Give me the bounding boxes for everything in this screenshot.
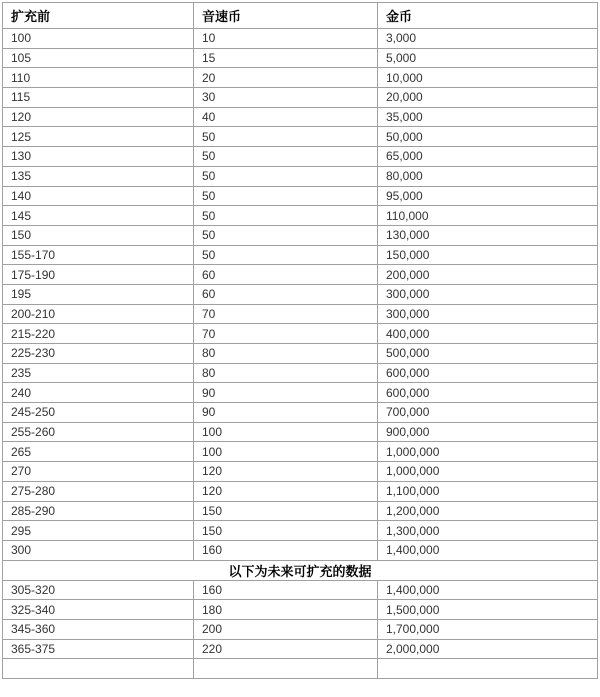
table-cell: [3, 659, 194, 679]
table-cell: 80: [194, 363, 378, 383]
table-cell: 200,000: [378, 265, 598, 285]
table-row: [3, 284, 598, 304]
table-row: [3, 107, 598, 127]
table-cell: 135: [3, 166, 194, 186]
table-cell: 600,000: [378, 363, 598, 383]
table-row: [3, 540, 598, 560]
header-sonic-coins: 音速币: [194, 3, 378, 29]
table-cell: 105: [3, 48, 194, 68]
table-cell: 2,000,000: [378, 639, 598, 659]
table-body: [3, 29, 598, 679]
table-cell: 255-260: [3, 422, 194, 442]
table-cell: 100: [194, 422, 378, 442]
table-cell: 50: [194, 206, 378, 226]
table-row: [3, 245, 598, 265]
table-cell: 300: [3, 540, 194, 560]
table-cell: 270: [3, 462, 194, 482]
table-cell: 100: [194, 442, 378, 462]
table-cell: 900,000: [378, 422, 598, 442]
table-row: [3, 521, 598, 541]
header-before-expansion: 扩充前: [3, 3, 194, 29]
table-row: [3, 48, 598, 68]
table-cell: 1,100,000: [378, 481, 598, 501]
table-cell: 145: [3, 206, 194, 226]
table-cell: 220: [194, 639, 378, 659]
table-cell: 305-320: [3, 580, 194, 600]
table-cell: 70: [194, 324, 378, 344]
table-row: [3, 304, 598, 324]
table-cell: 130: [3, 147, 194, 167]
table-cell: 3,000: [378, 29, 598, 49]
table-header: [3, 3, 598, 29]
table-cell: 235: [3, 363, 194, 383]
table-cell: 20,000: [378, 88, 598, 108]
table-row: [3, 442, 598, 462]
table-cell: 80: [194, 344, 378, 364]
section-divider-row: [3, 560, 598, 580]
table-cell: 325-340: [3, 600, 194, 620]
table-cell: 200-210: [3, 304, 194, 324]
table-row: [3, 422, 598, 442]
table-row: [3, 501, 598, 521]
table-cell: 15: [194, 48, 378, 68]
table-cell: 110: [3, 68, 194, 88]
table-row: [3, 265, 598, 285]
table-row: [3, 88, 598, 108]
table-row: [3, 206, 598, 226]
table-cell: 50: [194, 186, 378, 206]
table-cell: 300,000: [378, 284, 598, 304]
table-row: [3, 619, 598, 639]
table-cell: 295: [3, 521, 194, 541]
table-cell: 50,000: [378, 127, 598, 147]
table-row: [3, 639, 598, 659]
table-cell: 5,000: [378, 48, 598, 68]
table-row: [3, 324, 598, 344]
table-cell: [378, 659, 598, 679]
table-row: [3, 481, 598, 501]
table-cell: 50: [194, 225, 378, 245]
table-row: [3, 147, 598, 167]
table-cell: [194, 659, 378, 679]
table-cell: 115: [3, 88, 194, 108]
table-cell: 120: [3, 107, 194, 127]
table-cell: 155-170: [3, 245, 194, 265]
table-row: [3, 363, 598, 383]
table-cell: 215-220: [3, 324, 194, 344]
table-cell: 225-230: [3, 344, 194, 364]
table-cell: 50: [194, 147, 378, 167]
table-cell: 365-375: [3, 639, 194, 659]
table-row: [3, 462, 598, 482]
table-cell: 50: [194, 127, 378, 147]
table-row: [3, 580, 598, 600]
table-cell: 345-360: [3, 619, 194, 639]
table-cell: 70: [194, 304, 378, 324]
table-cell: 120: [194, 462, 378, 482]
table-cell: 150: [3, 225, 194, 245]
table-cell: 60: [194, 265, 378, 285]
table-row: [3, 403, 598, 423]
header-row: [3, 3, 598, 29]
table-row: [3, 166, 598, 186]
table-cell: 100: [3, 29, 194, 49]
header-gold-coins: 金币: [378, 3, 598, 29]
table-row: [3, 186, 598, 206]
table-cell: 400,000: [378, 324, 598, 344]
table-cell: 195: [3, 284, 194, 304]
table-cell: 50: [194, 166, 378, 186]
table-row: [3, 344, 598, 364]
table-cell: 160: [194, 540, 378, 560]
partial-row: [3, 659, 598, 679]
table-row: [3, 225, 598, 245]
table-cell: 110,000: [378, 206, 598, 226]
table-cell: 150: [194, 501, 378, 521]
section-divider-label: 以下为未来可扩充的数据: [3, 560, 598, 580]
table-cell: 500,000: [378, 344, 598, 364]
table-cell: 80,000: [378, 166, 598, 186]
table-cell: 240: [3, 383, 194, 403]
table-cell: 275-280: [3, 481, 194, 501]
table-cell: 1,500,000: [378, 600, 598, 620]
table-row: [3, 29, 598, 49]
table-cell: 1,300,000: [378, 521, 598, 541]
table-cell: 1,700,000: [378, 619, 598, 639]
table-cell: 150,000: [378, 245, 598, 265]
table-cell: 120: [194, 481, 378, 501]
table-cell: 1,000,000: [378, 462, 598, 482]
table-cell: 285-290: [3, 501, 194, 521]
table-row: [3, 600, 598, 620]
table-cell: 10: [194, 29, 378, 49]
table-cell: 50: [194, 245, 378, 265]
table-cell: 130,000: [378, 225, 598, 245]
table-cell: 200: [194, 619, 378, 639]
table-cell: 60: [194, 284, 378, 304]
table-cell: 90: [194, 383, 378, 403]
table-row: [3, 383, 598, 403]
table-cell: 95,000: [378, 186, 598, 206]
table-cell: 10,000: [378, 68, 598, 88]
table-cell: 125: [3, 127, 194, 147]
table-cell: 65,000: [378, 147, 598, 167]
table-cell: 245-250: [3, 403, 194, 423]
table-cell: 150: [194, 521, 378, 541]
table-cell: 20: [194, 68, 378, 88]
expansion-cost-table: [2, 2, 598, 679]
table-cell: 140: [3, 186, 194, 206]
table-cell: 1,400,000: [378, 540, 598, 560]
table-cell: 1,000,000: [378, 442, 598, 462]
table-cell: 175-190: [3, 265, 194, 285]
table-cell: 1,400,000: [378, 580, 598, 600]
table-cell: 700,000: [378, 403, 598, 423]
table-row: [3, 127, 598, 147]
table-cell: 40: [194, 107, 378, 127]
table-cell: 90: [194, 403, 378, 423]
table-cell: 30: [194, 88, 378, 108]
table-row: [3, 68, 598, 88]
table-cell: 35,000: [378, 107, 598, 127]
table-cell: 180: [194, 600, 378, 620]
table-cell: 1,200,000: [378, 501, 598, 521]
table-cell: 265: [3, 442, 194, 462]
table-cell: 300,000: [378, 304, 598, 324]
table-cell: 600,000: [378, 383, 598, 403]
table-cell: 160: [194, 580, 378, 600]
